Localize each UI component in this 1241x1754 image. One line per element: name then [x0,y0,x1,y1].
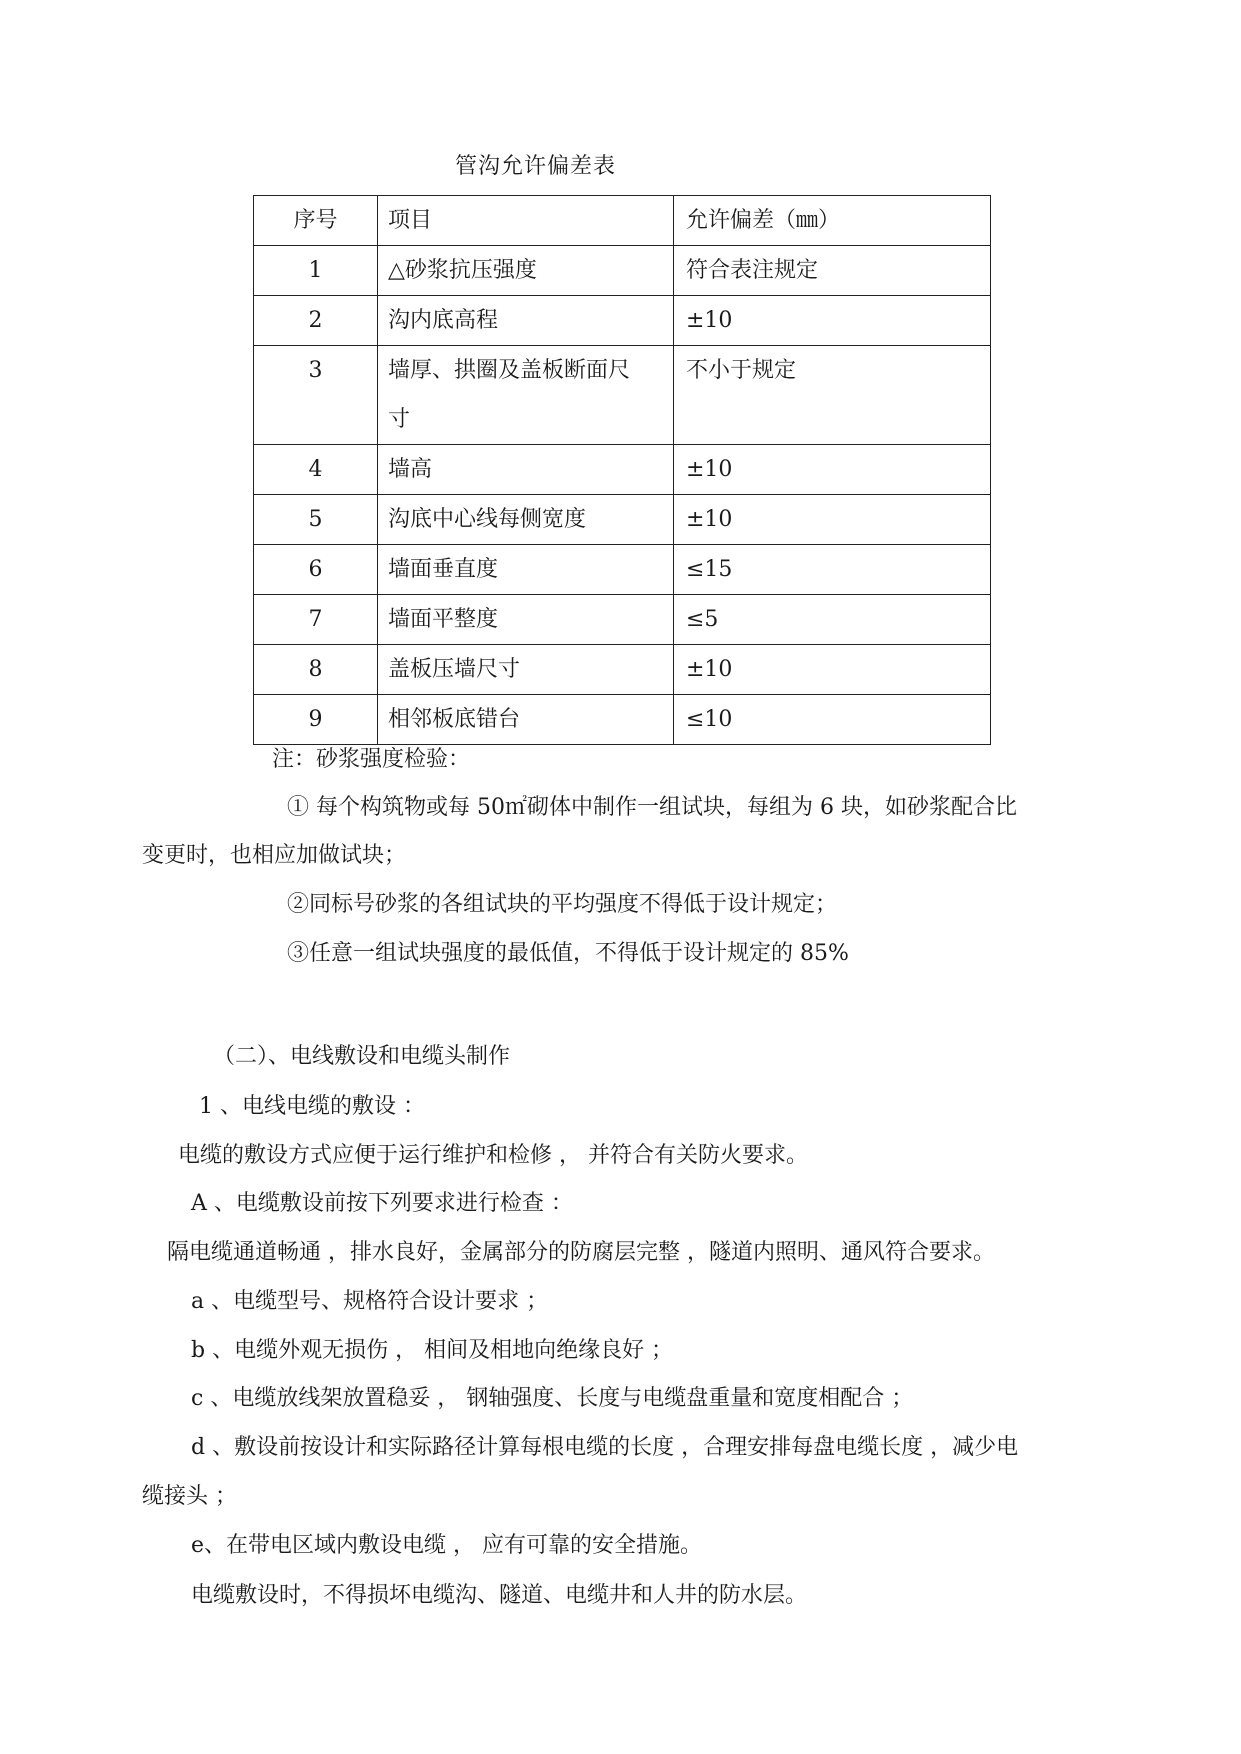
table-row [254,296,991,346]
table-cell: ±10 [674,495,991,545]
list-item-e: e、在带电区域内敷设电缆 ， 应有可靠的安全措施。 [191,1533,703,1558]
table-cell: 6 [254,545,378,595]
list-item-d: d 、敷设前按设计和实际路径计算每根电缆的长度 ，合理安排每盘电缆长度 ，减少电 [191,1435,1019,1460]
table-row [254,695,991,745]
table-cell: 符合表注规定 [674,246,991,296]
table-cell: ±10 [674,296,991,346]
table-cell: 4 [254,445,378,495]
table-cell: 墙面垂直度 [378,545,674,595]
table-cell: △砂浆抗压强度 [378,246,674,296]
table-row [254,246,991,296]
table-cell: ≤15 [674,545,991,595]
deviation-table [253,195,991,745]
table-row [254,445,991,495]
header-cell-item: 项目 [378,196,674,246]
note-label: 注：砂浆强度检验： [272,747,471,772]
cell-line: 寸 [388,407,411,432]
table-cell: 盖板压墙尺寸 [378,645,674,695]
note-item-3: ③任意一组试块强度的最低值，不得低于设计规定的 85% [287,941,849,966]
table-cell: 不小于规定 [674,346,991,445]
subheading-1: 1 、电线电缆的敷设 ： [199,1094,425,1119]
section-heading: （二）、电线敷设和电缆头制作 [213,1044,511,1069]
table-cell: 3 [254,346,378,445]
table-cell: 2 [254,296,378,346]
table-cell: 沟底中心线每侧宽度 [378,495,674,545]
table-row [254,495,991,545]
table-cell: 8 [254,645,378,695]
table-cell: ±10 [674,445,991,495]
table-cell: 1 [254,246,378,296]
table-cell: 5 [254,495,378,545]
header-cell-index: 序号 [254,196,378,246]
header-cell-tolerance: 允许偏差（㎜） [674,196,991,246]
subheading-a: A 、电缆敷设前按下列要求进行检查 ： [191,1191,573,1216]
note-item-1: ① 每个构筑物或每 50㎡砌体中制作一组试块，每组为 6 块，如砂浆配合比 [287,795,1017,820]
table-row [254,595,991,645]
list-item-d-cont: 缆接头 ； [142,1484,237,1509]
note-item-1-cont: 变更时，也相应加做试块； [142,843,407,868]
table-row [254,346,991,445]
table-cell: 相邻板底错台 [378,695,674,745]
table-row [254,545,991,595]
list-item-c: c 、电缆放线架放置稳妥 ， 钢轴强度、长度与电缆盘重量和宽度相配合 ； [191,1386,914,1411]
paragraph: 电缆的敷设方式应便于运行维护和检修 ， 并符合有关防火要求。 [178,1143,808,1168]
paragraph-last: 电缆敷设时，不得损坏电缆沟、隧道、电缆井和人井的防水层。 [191,1583,808,1608]
table-cell: 墙高 [378,445,674,495]
note-item-2: ②同标号砂浆的各组试块的平均强度不得低于设计规定； [287,892,838,917]
table-row [254,645,991,695]
table-cell: 沟内底高程 [378,296,674,346]
table-cell: ≤10 [674,695,991,745]
paragraph: 隔电缆通道畅通 ，排水良好，金属部分的防腐层完整 ，隧道内照明、通风符合要求。 [167,1240,995,1265]
table-title: 管沟允许偏差表 [455,154,617,179]
list-item-b: b 、电缆外观无损伤 ， 相间及相地向绝缘良好 ； [191,1338,674,1363]
table-cell: ±10 [674,645,991,695]
cell-line: 墙厚、拱圈及盖板断面尺 [388,358,631,383]
table-cell: ≤5 [674,595,991,645]
table-cell: 墙面平整度 [378,595,674,645]
table-cell [378,346,674,445]
list-item-a: a 、电缆型号、规格符合设计要求 ； [191,1289,549,1314]
table-cell: 7 [254,595,378,645]
table-cell: 9 [254,695,378,745]
table-header-row [254,196,991,246]
